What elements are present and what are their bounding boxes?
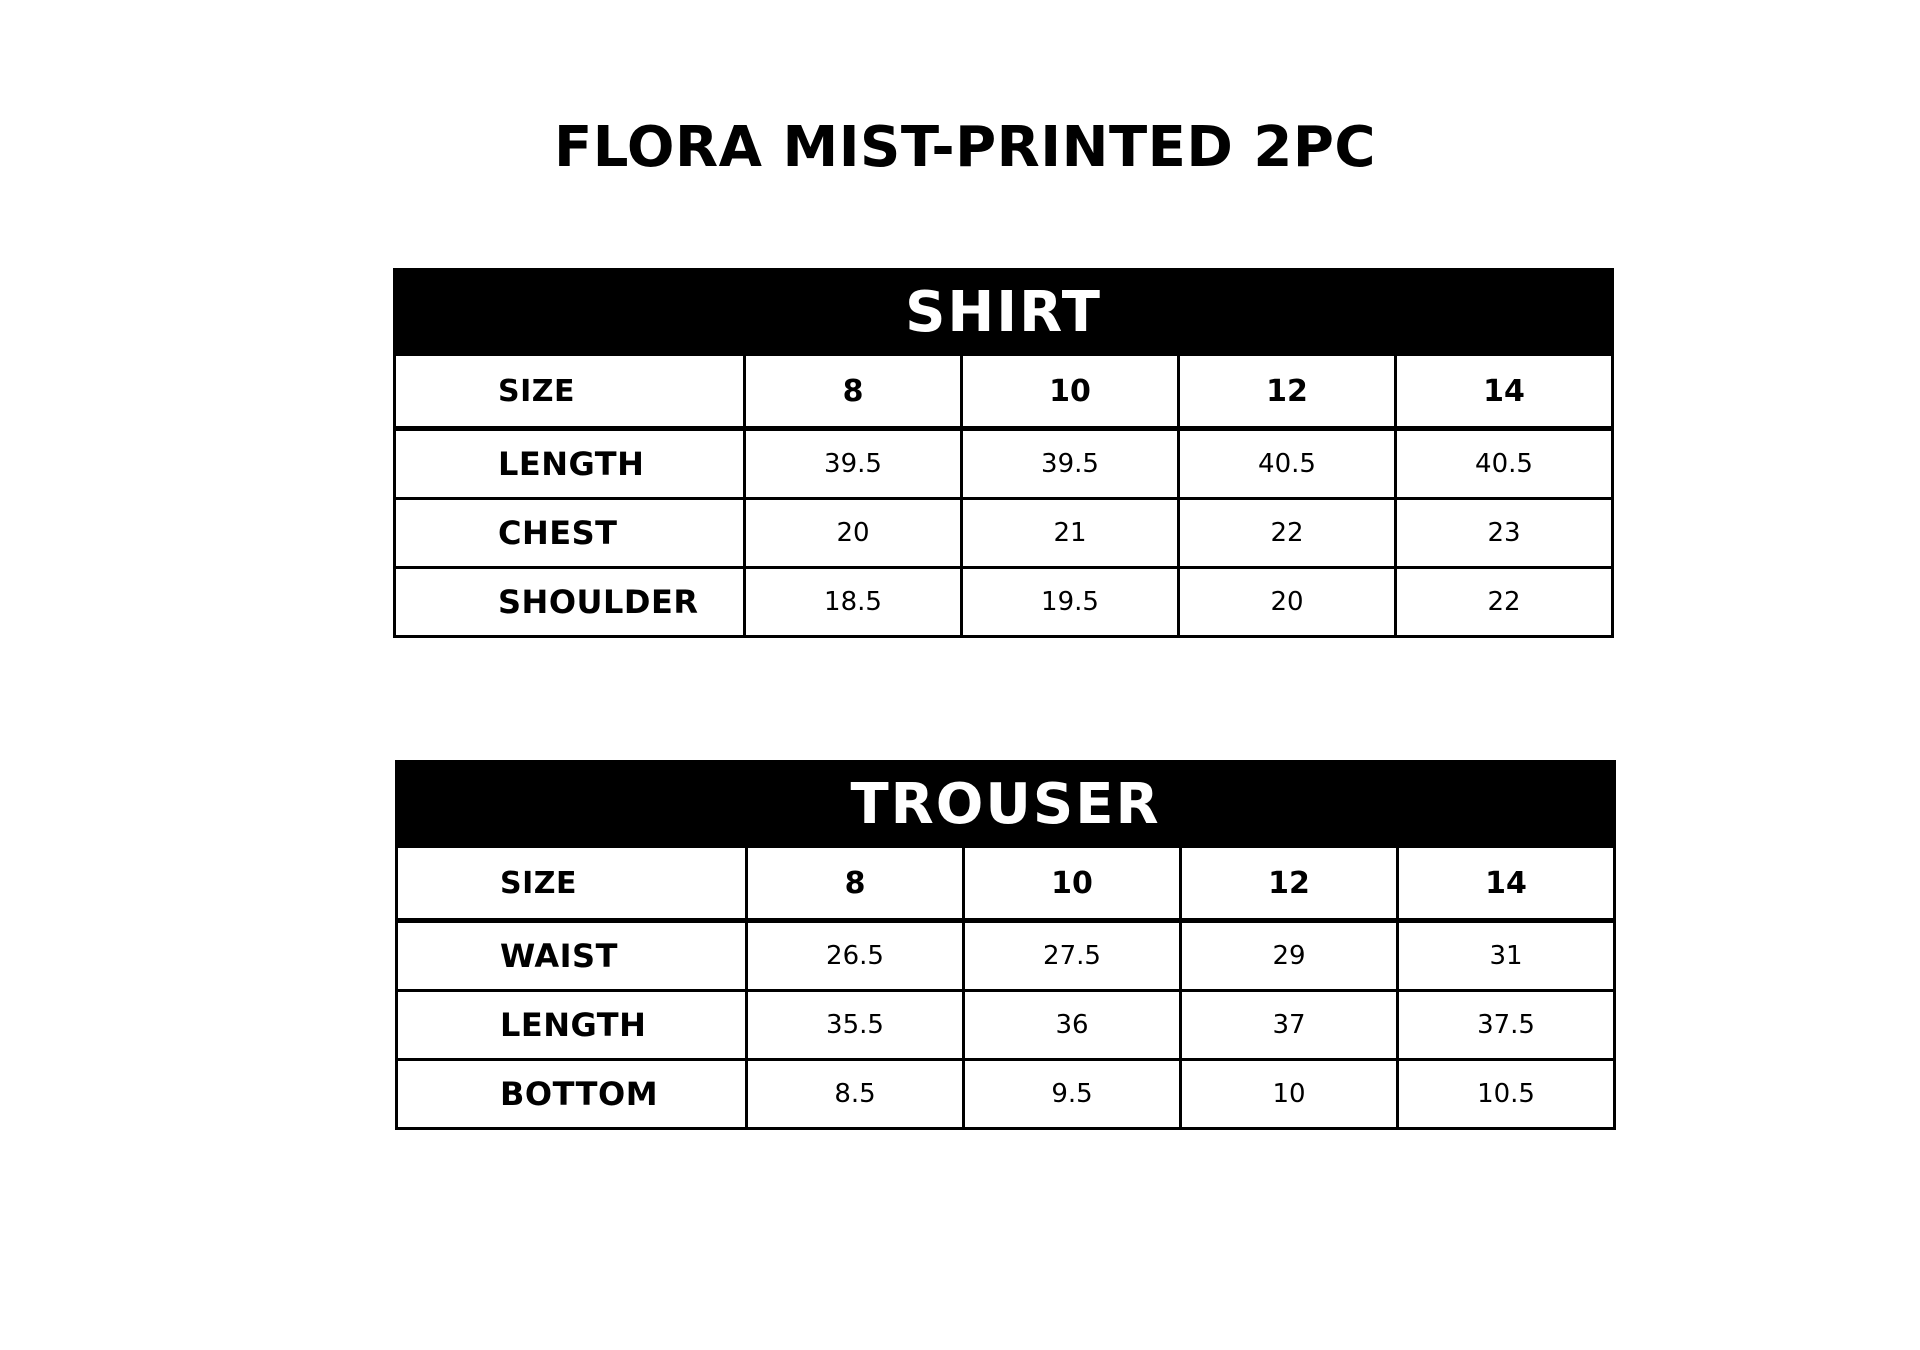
shirt-size-14: 14 [1396,355,1613,429]
shirt-shoulder-label: SHOULDER [395,568,745,637]
table-cell: 20 [745,499,962,568]
table-cell: 31 [1398,921,1615,991]
table-cell: 22 [1396,568,1613,637]
shirt-header-row [395,270,1613,355]
trouser-size-row [397,847,1615,921]
trouser-size-table [395,760,1616,1130]
trouser-section-header: TROUSER [397,762,1615,847]
table-cell: 10.5 [1398,1060,1615,1129]
trouser-size-10: 10 [964,847,1181,921]
shirt-size-10: 10 [962,355,1179,429]
table-cell: 9.5 [964,1060,1181,1129]
trouser-bottom-row [397,1060,1615,1129]
table-cell: 40.5 [1179,429,1396,499]
table-cell: 37 [1181,991,1398,1060]
trouser-waist-label: WAIST [397,921,747,991]
shirt-size-8: 8 [745,355,962,429]
trouser-size-14: 14 [1398,847,1615,921]
table-cell: 36 [964,991,1181,1060]
table-cell: 39.5 [745,429,962,499]
trouser-size-label: SIZE [397,847,747,921]
table-cell: 29 [1181,921,1398,991]
shirt-length-label: LENGTH [395,429,745,499]
shirt-length-row [395,429,1613,499]
table-cell: 21 [962,499,1179,568]
table-cell: 20 [1179,568,1396,637]
shirt-chest-label: CHEST [395,499,745,568]
shirt-size-table [393,268,1614,638]
document-title: FLORA MIST-PRINTED 2PC [553,115,1376,180]
shirt-shoulder-row [395,568,1613,637]
table-cell: 26.5 [747,921,964,991]
shirt-section-header: SHIRT [395,270,1613,355]
table-cell: 10 [1181,1060,1398,1129]
shirt-size-label: SIZE [395,355,745,429]
trouser-bottom-label: BOTTOM [397,1060,747,1129]
shirt-size-12: 12 [1179,355,1396,429]
shirt-chest-row [395,499,1613,568]
trouser-size-8: 8 [747,847,964,921]
trouser-header-row [397,762,1615,847]
trouser-waist-row [397,921,1615,991]
table-cell: 40.5 [1396,429,1613,499]
table-cell: 39.5 [962,429,1179,499]
table-cell: 19.5 [962,568,1179,637]
table-cell: 37.5 [1398,991,1615,1060]
trouser-length-row [397,991,1615,1060]
table-cell: 27.5 [964,921,1181,991]
table-cell: 23 [1396,499,1613,568]
table-cell: 8.5 [747,1060,964,1129]
table-cell: 22 [1179,499,1396,568]
trouser-length-label: LENGTH [397,991,747,1060]
table-cell: 35.5 [747,991,964,1060]
shirt-size-row [395,355,1613,429]
trouser-size-12: 12 [1181,847,1398,921]
table-cell: 18.5 [745,568,962,637]
